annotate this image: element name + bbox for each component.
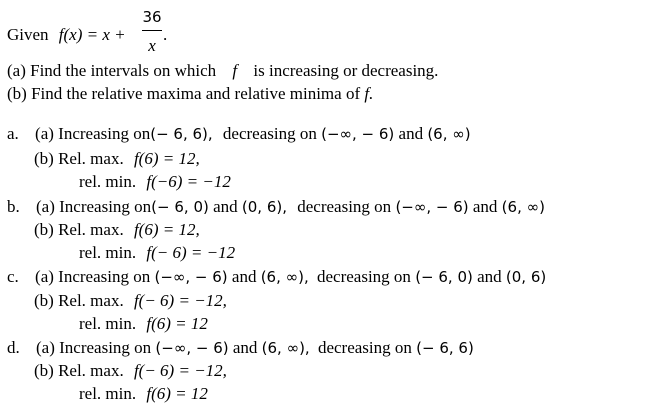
rel-max-label: (b) Rel. max. — [34, 291, 124, 310]
rel-min-label: rel. min. — [79, 384, 137, 403]
rel-max-value: f(− 6) = −12, — [133, 291, 227, 310]
option-a-line-1 — [7, 124, 471, 144]
option-letter: c. — [7, 267, 19, 286]
option-letter: d. — [7, 338, 20, 357]
option-increasing-label: (a) Increasing on — [35, 124, 151, 143]
option-and-label: and — [232, 338, 258, 357]
rel-max-value: f(− 6) = −12, — [133, 361, 227, 380]
rel-max-label: (b) Rel. max. — [34, 149, 124, 168]
option-and-label: and — [398, 124, 424, 143]
part-a-variable: f — [232, 61, 238, 80]
option-increasing-label: (a) Increasing on — [36, 197, 152, 216]
rel-min-label: rel. min. — [79, 314, 137, 333]
option-c-line-3 — [79, 314, 208, 334]
interval-math: (0, 6), — [241, 198, 287, 216]
rel-max-label: (b) Rel. max. — [34, 361, 124, 380]
option-b-line-1 — [7, 197, 545, 217]
option-letter: b. — [7, 197, 20, 216]
option-d-line-1 — [7, 338, 474, 358]
interval-math: (− 6, 6) — [416, 339, 474, 357]
option-increasing-label: (a) Increasing on — [35, 267, 151, 286]
rel-max-value: f(6) = 12, — [133, 149, 200, 168]
part-b-variable: f. — [364, 84, 374, 103]
option-a-line-3 — [79, 172, 231, 192]
rel-max-value: f(6) = 12, — [133, 220, 200, 239]
option-decreasing-label: decreasing on — [222, 124, 317, 143]
rel-min-label: rel. min. — [79, 243, 137, 262]
rel-max-label: (b) Rel. max. — [34, 220, 124, 239]
option-d-line-2 — [34, 361, 227, 381]
rel-min-value: f(−6) = −12 — [146, 172, 231, 191]
interval-math: (0, 6) — [505, 268, 547, 286]
interval-math: (−∞, − 6) — [321, 125, 395, 143]
interval-math: (− 6, 6), — [150, 125, 213, 143]
option-and-label: and — [213, 197, 238, 216]
option-letter: a. — [7, 124, 19, 143]
option-b-line-2 — [34, 220, 200, 240]
option-and-label: and — [477, 267, 502, 286]
option-and-label: and — [231, 267, 257, 286]
question-part-b — [7, 84, 373, 104]
interval-math: (6, ∞), — [261, 339, 310, 357]
fraction-numerator: 36 — [142, 8, 162, 26]
rel-min-value: f(6) = 12 — [146, 384, 208, 403]
fraction-denominator: x — [148, 36, 156, 55]
given-period: . — [163, 25, 168, 44]
interval-math: (6, ∞), — [260, 268, 309, 286]
option-b-line-3 — [79, 243, 235, 263]
interval-math: (6, ∞) — [427, 125, 471, 143]
part-b-text: (b) Find the relative maxima and relative minima of — [7, 84, 361, 103]
interval-math: (−∞, − 6) — [154, 268, 228, 286]
option-decreasing-label: decreasing on — [317, 338, 412, 357]
given-line — [7, 25, 126, 45]
option-increasing-label: (a) Increasing on — [36, 338, 152, 357]
rel-min-value: f(6) = 12 — [146, 314, 208, 333]
given-prefix: Given — [7, 25, 49, 44]
rel-min-label: rel. min. — [79, 172, 137, 191]
part-a-text: (a) Find the intervals on which — [7, 61, 217, 80]
option-a-line-2 — [34, 149, 200, 169]
interval-math: (−∞, − 6) — [155, 339, 229, 357]
option-c-line-2 — [34, 291, 227, 311]
option-and-label: and — [472, 197, 498, 216]
question-part-a — [7, 61, 438, 81]
rel-min-value: f(− 6) = −12 — [146, 243, 236, 262]
interval-math: (6, ∞) — [501, 198, 545, 216]
option-decreasing-label: decreasing on — [317, 267, 411, 286]
fraction-bar — [142, 30, 162, 31]
part-a-rest: is increasing or decreasing. — [253, 61, 439, 80]
option-c-line-1 — [7, 267, 546, 287]
function-definition: f(x) = x + — [58, 25, 126, 44]
option-d-line-3 — [79, 384, 208, 404]
interval-math: (−∞, − 6) — [395, 198, 469, 216]
interval-math: (− 6, 0) — [151, 198, 209, 216]
option-decreasing-label: decreasing on — [297, 197, 392, 216]
interval-math: (− 6, 0) — [415, 268, 473, 286]
